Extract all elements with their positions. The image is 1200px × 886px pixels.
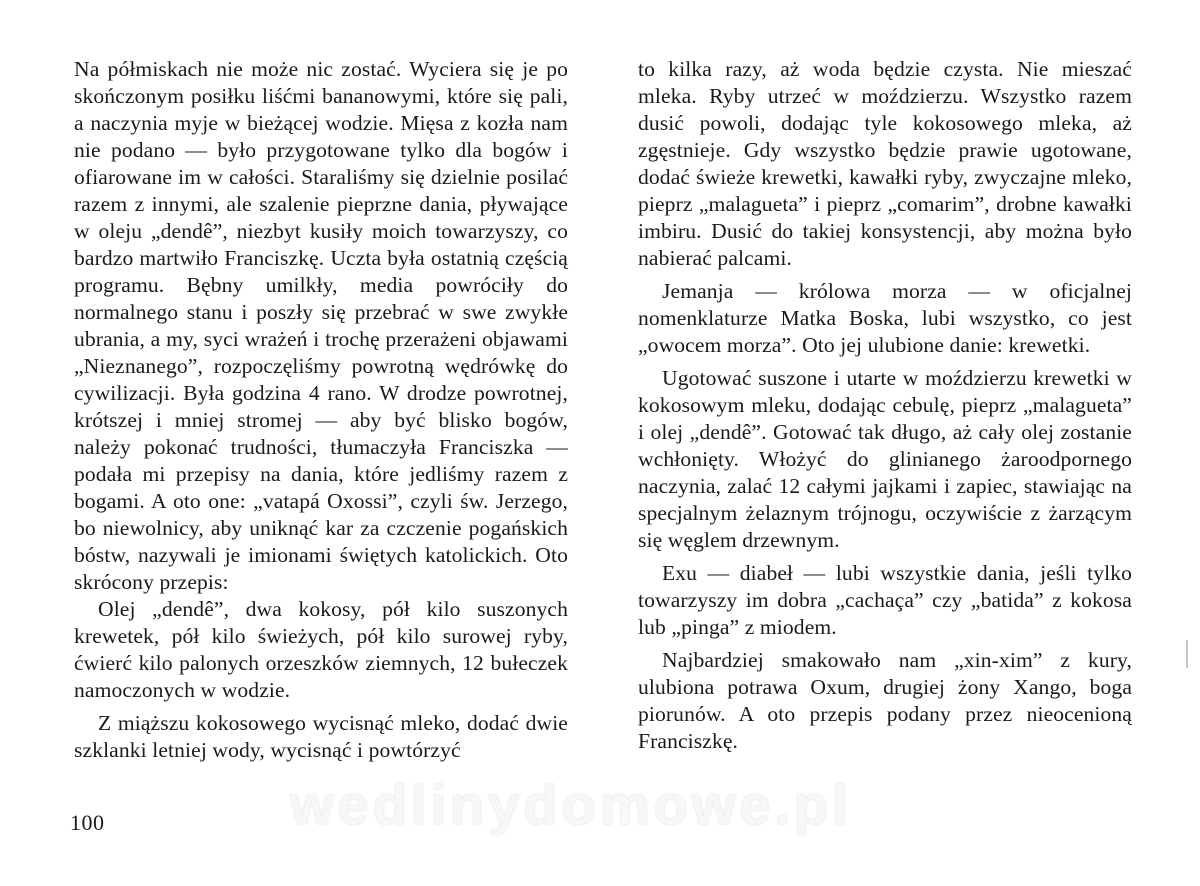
left-paragraph-2: Olej „dendê”, dwa kokosy, pół kilo suszonych krewetek, pół kilo świeżych, pół kilo surowej ryby, ćwierć kilo palonych orzeszków ziemnych, 12 bułeczek namoczonych w wodzie. xyxy=(74,597,568,702)
watermark: wedlinydomowe.pl xyxy=(290,773,852,836)
left-text-column xyxy=(74,56,568,764)
right-paragraph-3: Ugotować suszone i utarte w moździerzu krewetki w kokosowym mleku, dodając cebulę, pieprz „malagueta” i olej „dendê”. Gotować tak długo, aż cały olej zostanie wchłonięty. Włożyć do glinianego żaroodpornego naczynia, zalać 12 całymi jajkami i zapiec, stawiając na specjalnym żelaznym trójnogu, oczywiście z żarzącym się węglem drzewnym. xyxy=(638,366,1132,552)
right-paragraph-2: Jemanja — królowa morza — w oficjalnej nomenklaturze Matka Boska, lubi wszystko, co jest „owocem morza”. Oto jej ulubione danie: krewetki. xyxy=(638,279,1132,357)
right-paragraph-4: Exu — diabeł — lubi wszystkie dania, jeśli tylko towarzyszy im dobra „cachaça” czy „batida” z kokosa lub „pinga” z miodem. xyxy=(638,561,1132,639)
right-paragraph-5: Najbardziej smakowało nam „xin-xim” z kury, ulubiona potrawa Oxum, drugiej żony Xango, boga piorunów. A oto przepis podany przez nieocenioną Franciszkę. xyxy=(638,648,1132,753)
right-paragraph-1: to kilka razy, aż woda będzie czysta. Nie mieszać mleka. Ryby utrzeć w moździerzu. Wszystko razem dusić powoli, dodając tyle kokosowego mleka, aż zgęstnieje. Gdy wszystko będzie prawie ugotowane, dodać świeże krewetki, kawałki ryby, zwyczajne mleko, pieprz „malagueta” i pieprz „comarim”, drobne kawałki imbiru. Dusić do takiej konsystencji, aby można było nabierać palcami. xyxy=(638,57,1132,270)
page-number: 100 xyxy=(70,810,105,835)
right-page xyxy=(600,0,1200,886)
left-paragraph-3: Z miąższu kokosowego wycisnąć mleko, dodać dwie szklanki letniej wody, wycisnąć i powtórzyć xyxy=(74,711,568,762)
right-text-column xyxy=(638,56,1132,755)
left-paragraph-1: Na półmiskach nie może nic zostać. Wyciera się je po skończonym posiłku liśćmi bananowymi, które się pali, a naczynia myje w bieżącej wodzie. Mięsa z kozła nam nie podano — było przygotowane tylko dla bogów i ofiarowane im w całości. Staraliśmy się dzielnie posilać razem z innymi, ale szalenie pieprzne dania, pływające w oleju „dendê”, niezbyt kusiły moich towarzyszy, co bardzo martwiło Franciszkę. Uczta była ostatnią częścią programu. Bębny umilkły, media powróciły do normalnego stanu i poszły się przebrać w swe zwykłe ubrania, a my, syci wrażeń i trochę przerażeni objawami „Nieznanego”, rozpoczęliśmy powrotną wędrówkę do cywilizacji. Była godzina 4 rano. W drodze powrotnej, krótszej i mniej stromej — aby być blisko bogów, należy pokonać trudności, tłumaczyła Franciszka — podała mi przepisy na dania, które jedliśmy razem z bogami. A oto one: „vatapá Oxossi”, czyli św. Jerzego, bo niewolnicy, aby uniknąć kar za czczenie pogańskich bóstw, nazywali je imionami świętych katolickich. Oto skrócony przepis: xyxy=(74,57,568,594)
margin-mark xyxy=(1186,640,1188,668)
